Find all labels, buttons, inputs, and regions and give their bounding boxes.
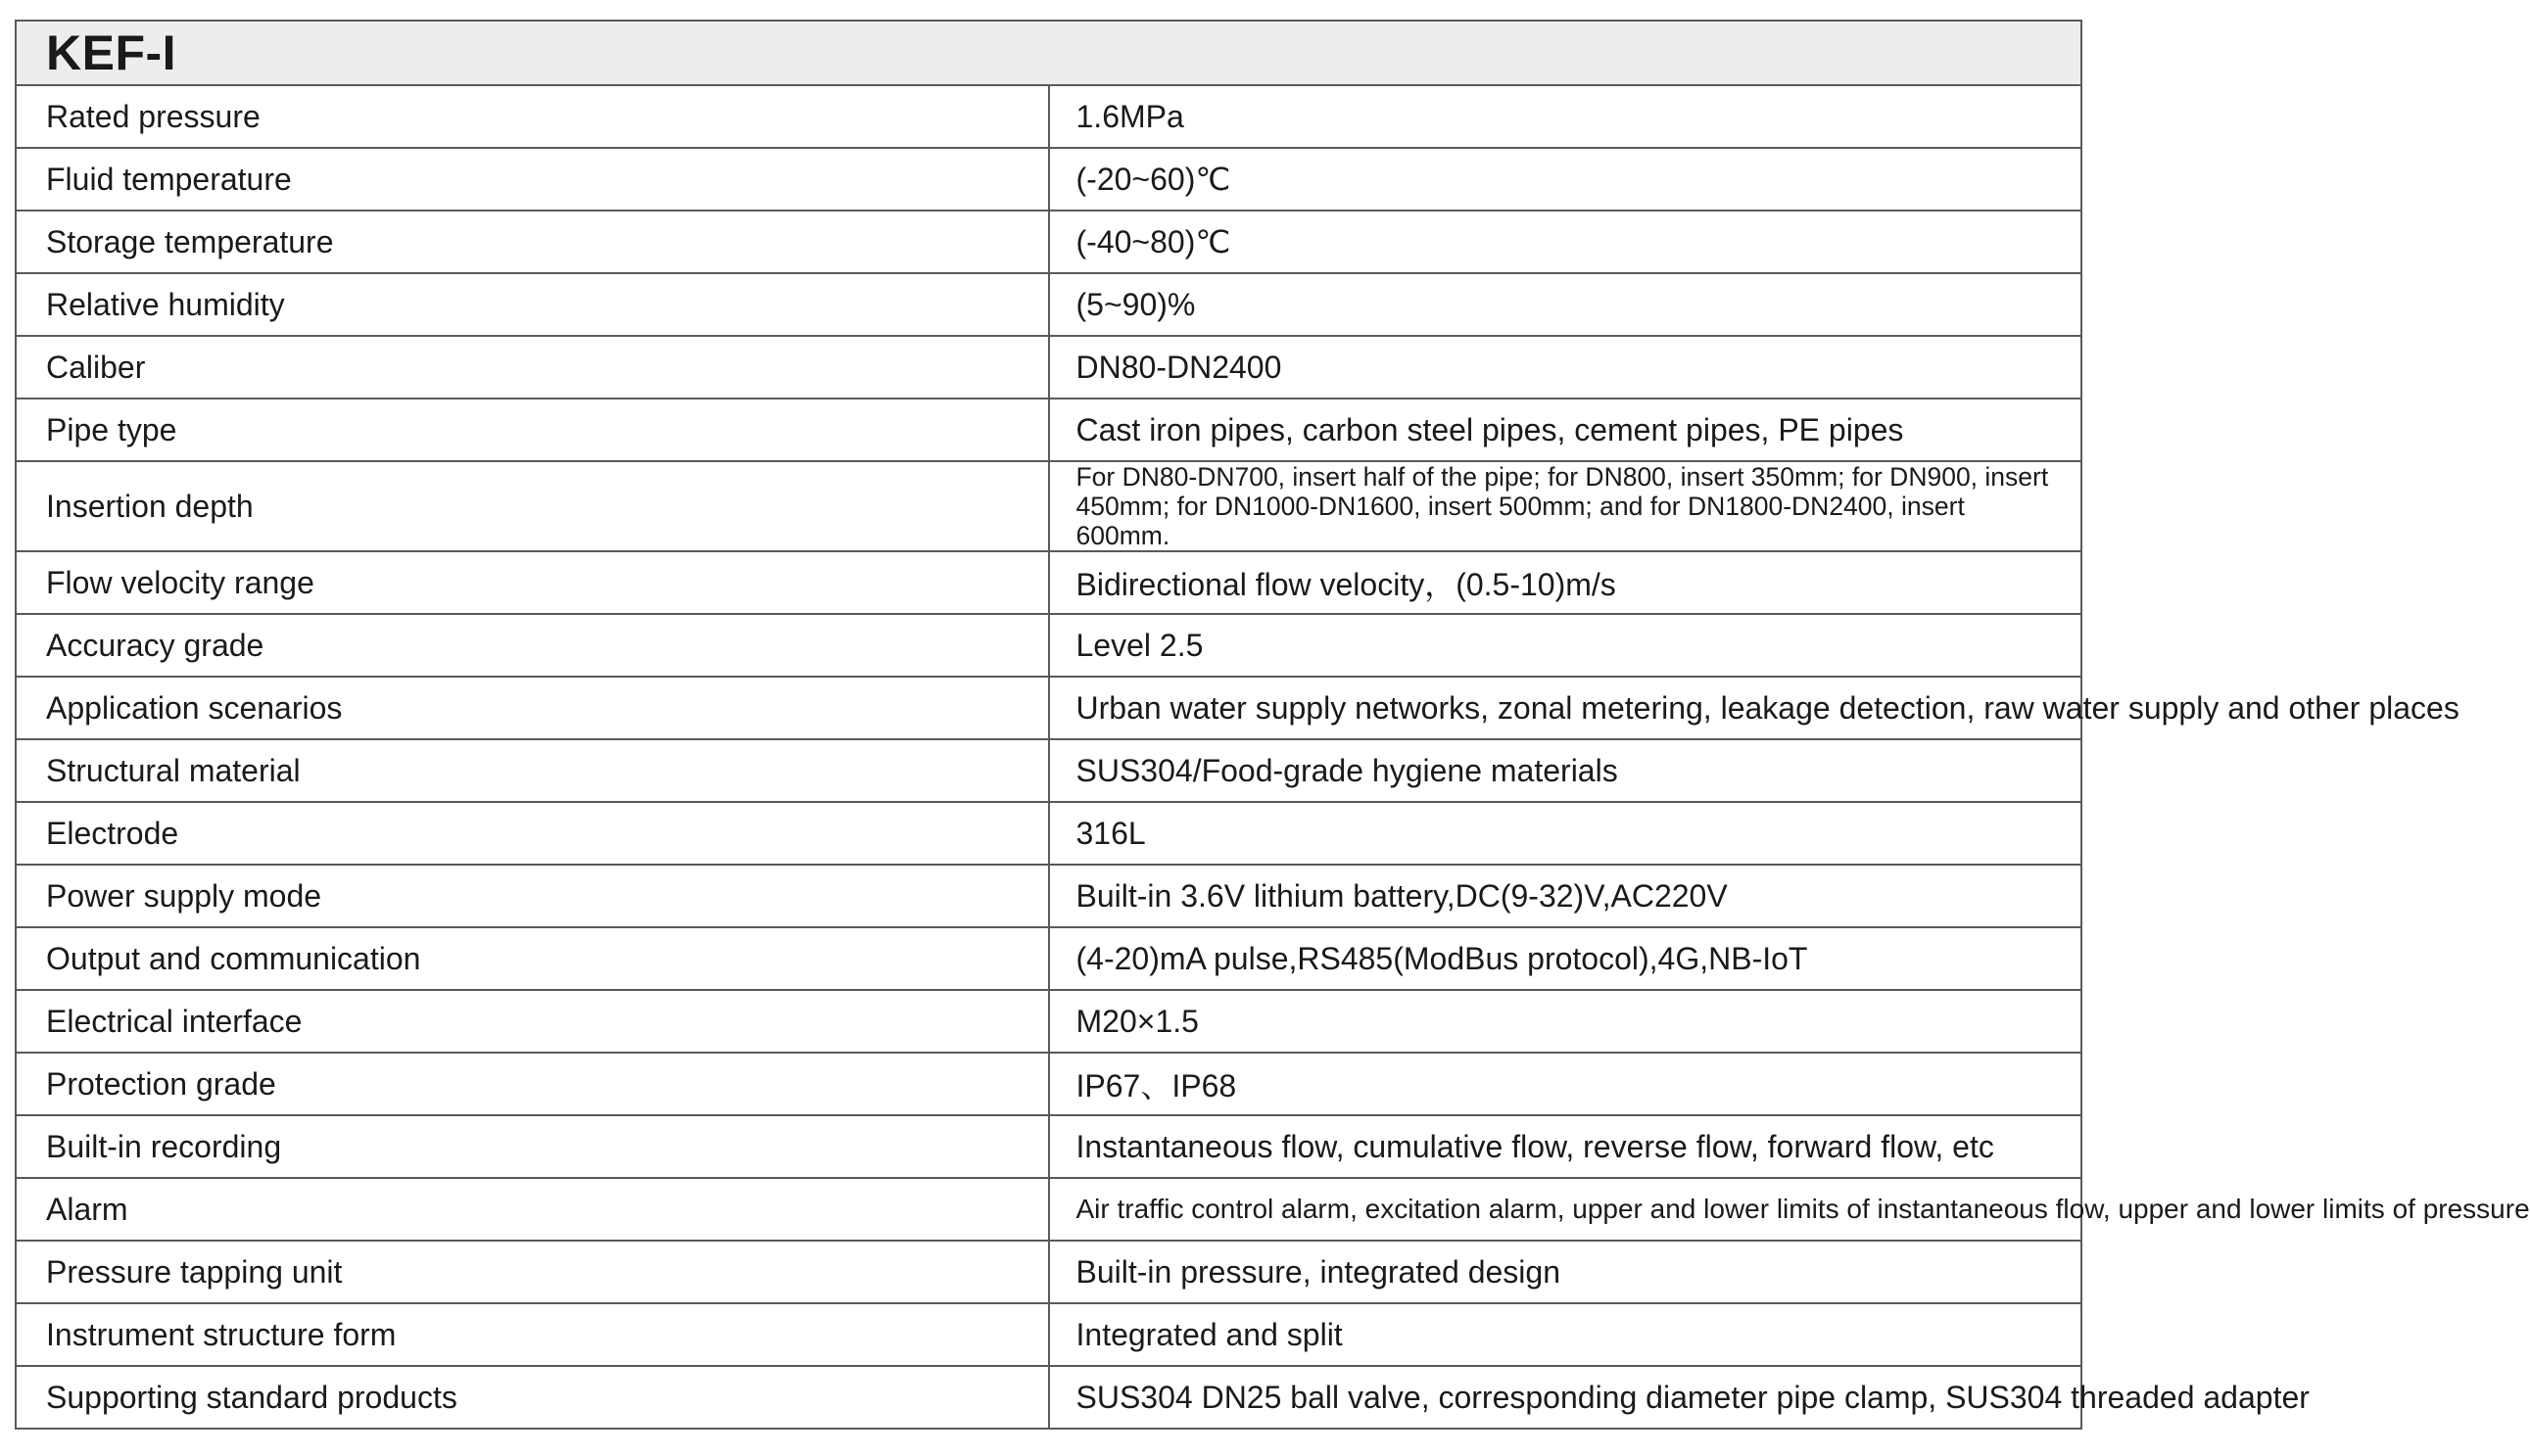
spec-row-protection-grade xyxy=(16,1053,2081,1115)
spec-value: Built-in 3.6V lithium battery,DC(9-32)V,AC220V xyxy=(1049,865,2082,927)
spec-value: Air traffic control alarm, excitation alarm, upper and lower limits of instantaneous flow, upper and lower limits of pressure xyxy=(1049,1178,2082,1241)
spec-value: Urban water supply networks, zonal metering, leakage detection, raw water supply and other places xyxy=(1049,677,2082,739)
spec-row-rated-pressure xyxy=(16,85,2081,148)
spec-value: Level 2.5 xyxy=(1049,614,2082,677)
spec-label: Protection grade xyxy=(16,1053,1049,1115)
spec-row-accuracy-grade xyxy=(16,614,2081,677)
spec-row-relative-humidity xyxy=(16,273,2081,336)
spec-label: Pressure tapping unit xyxy=(16,1241,1049,1303)
spec-value: Integrated and split xyxy=(1049,1303,2082,1366)
spec-row-supporting-standard-products xyxy=(16,1366,2081,1429)
spec-row-pipe-type xyxy=(16,399,2081,461)
spec-label: Supporting standard products xyxy=(16,1366,1049,1429)
spec-row-flow-velocity-range xyxy=(16,551,2081,614)
spec-label: Application scenarios xyxy=(16,677,1049,739)
spec-row-power-supply-mode xyxy=(16,865,2081,927)
spec-row-storage-temperature xyxy=(16,211,2081,273)
spec-value: SUS304 DN25 ball valve, corresponding diameter pipe clamp, SUS304 threaded adapter xyxy=(1049,1366,2082,1429)
spec-value: Cast iron pipes, carbon steel pipes, cement pipes, PE pipes xyxy=(1049,399,2082,461)
spec-label: Flow velocity range xyxy=(16,551,1049,614)
spec-label: Output and communication xyxy=(16,927,1049,990)
spec-label: Structural material xyxy=(16,739,1049,802)
spec-label: Relative humidity xyxy=(16,273,1049,336)
spec-value: 316L xyxy=(1049,802,2082,865)
spec-value: Bidirectional flow velocity，(0.5-10)m/s xyxy=(1049,551,2082,614)
spec-label: Power supply mode xyxy=(16,865,1049,927)
spec-table xyxy=(15,20,2530,1430)
spec-label: Fluid temperature xyxy=(16,148,1049,211)
spec-value: (4-20)mA pulse,RS485(ModBus protocol),4G,NB-IoT xyxy=(1049,927,2082,990)
spec-label: Insertion depth xyxy=(16,461,1049,551)
title-row xyxy=(16,21,2081,85)
spec-value: Instantaneous flow, cumulative flow, reverse flow, forward flow, etc xyxy=(1049,1115,2082,1178)
spec-value: M20×1.5 xyxy=(1049,990,2082,1053)
spec-label: Rated pressure xyxy=(16,85,1049,148)
spec-label: Instrument structure form xyxy=(16,1303,1049,1366)
spec-label: Caliber xyxy=(16,336,1049,399)
spec-row-instrument-structure-form xyxy=(16,1303,2081,1366)
spec-row-insertion-depth xyxy=(16,461,2081,551)
spec-value: (5~90)% xyxy=(1049,273,2082,336)
spec-row-alarm xyxy=(16,1178,2081,1241)
spec-value: For DN80-DN700, insert half of the pipe; for DN800, insert 350mm; for DN900, insert 450mm; for DN1000-DN1600, insert 500mm; and for DN1800-DN2400, insert 600mm. xyxy=(1049,461,2082,551)
spec-value: SUS304/Food-grade hygiene materials xyxy=(1049,739,2082,802)
spec-label: Built-in recording xyxy=(16,1115,1049,1178)
spec-label: Pipe type xyxy=(16,399,1049,461)
spec-label: Electrical interface xyxy=(16,990,1049,1053)
spec-row-built-in-recording xyxy=(16,1115,2081,1178)
spec-row-application-scenarios xyxy=(16,677,2081,739)
spec-value: 1.6MPa xyxy=(1049,85,2082,148)
spec-row-caliber xyxy=(16,336,2081,399)
product-title: KEF-I xyxy=(16,21,2081,85)
spec-value: (-20~60)℃ xyxy=(1049,148,2082,211)
spec-row-electrical-interface xyxy=(16,990,2081,1053)
spec-row-electrode xyxy=(16,802,2081,865)
spec-label: Alarm xyxy=(16,1178,1049,1241)
spec-row-pressure-tapping-unit xyxy=(16,1241,2081,1303)
spec-row-fluid-temperature xyxy=(16,148,2081,211)
spec-value: Built-in pressure, integrated design xyxy=(1049,1241,2082,1303)
spec-label: Accuracy grade xyxy=(16,614,1049,677)
spec-value: (-40~80)℃ xyxy=(1049,211,2082,273)
spec-row-structural-material xyxy=(16,739,2081,802)
spec-value: DN80-DN2400 xyxy=(1049,336,2082,399)
spec-row-output-and-communication xyxy=(16,927,2081,990)
spec-value: IP67、IP68 xyxy=(1049,1053,2082,1115)
spec-label: Storage temperature xyxy=(16,211,1049,273)
spec-label: Electrode xyxy=(16,802,1049,865)
